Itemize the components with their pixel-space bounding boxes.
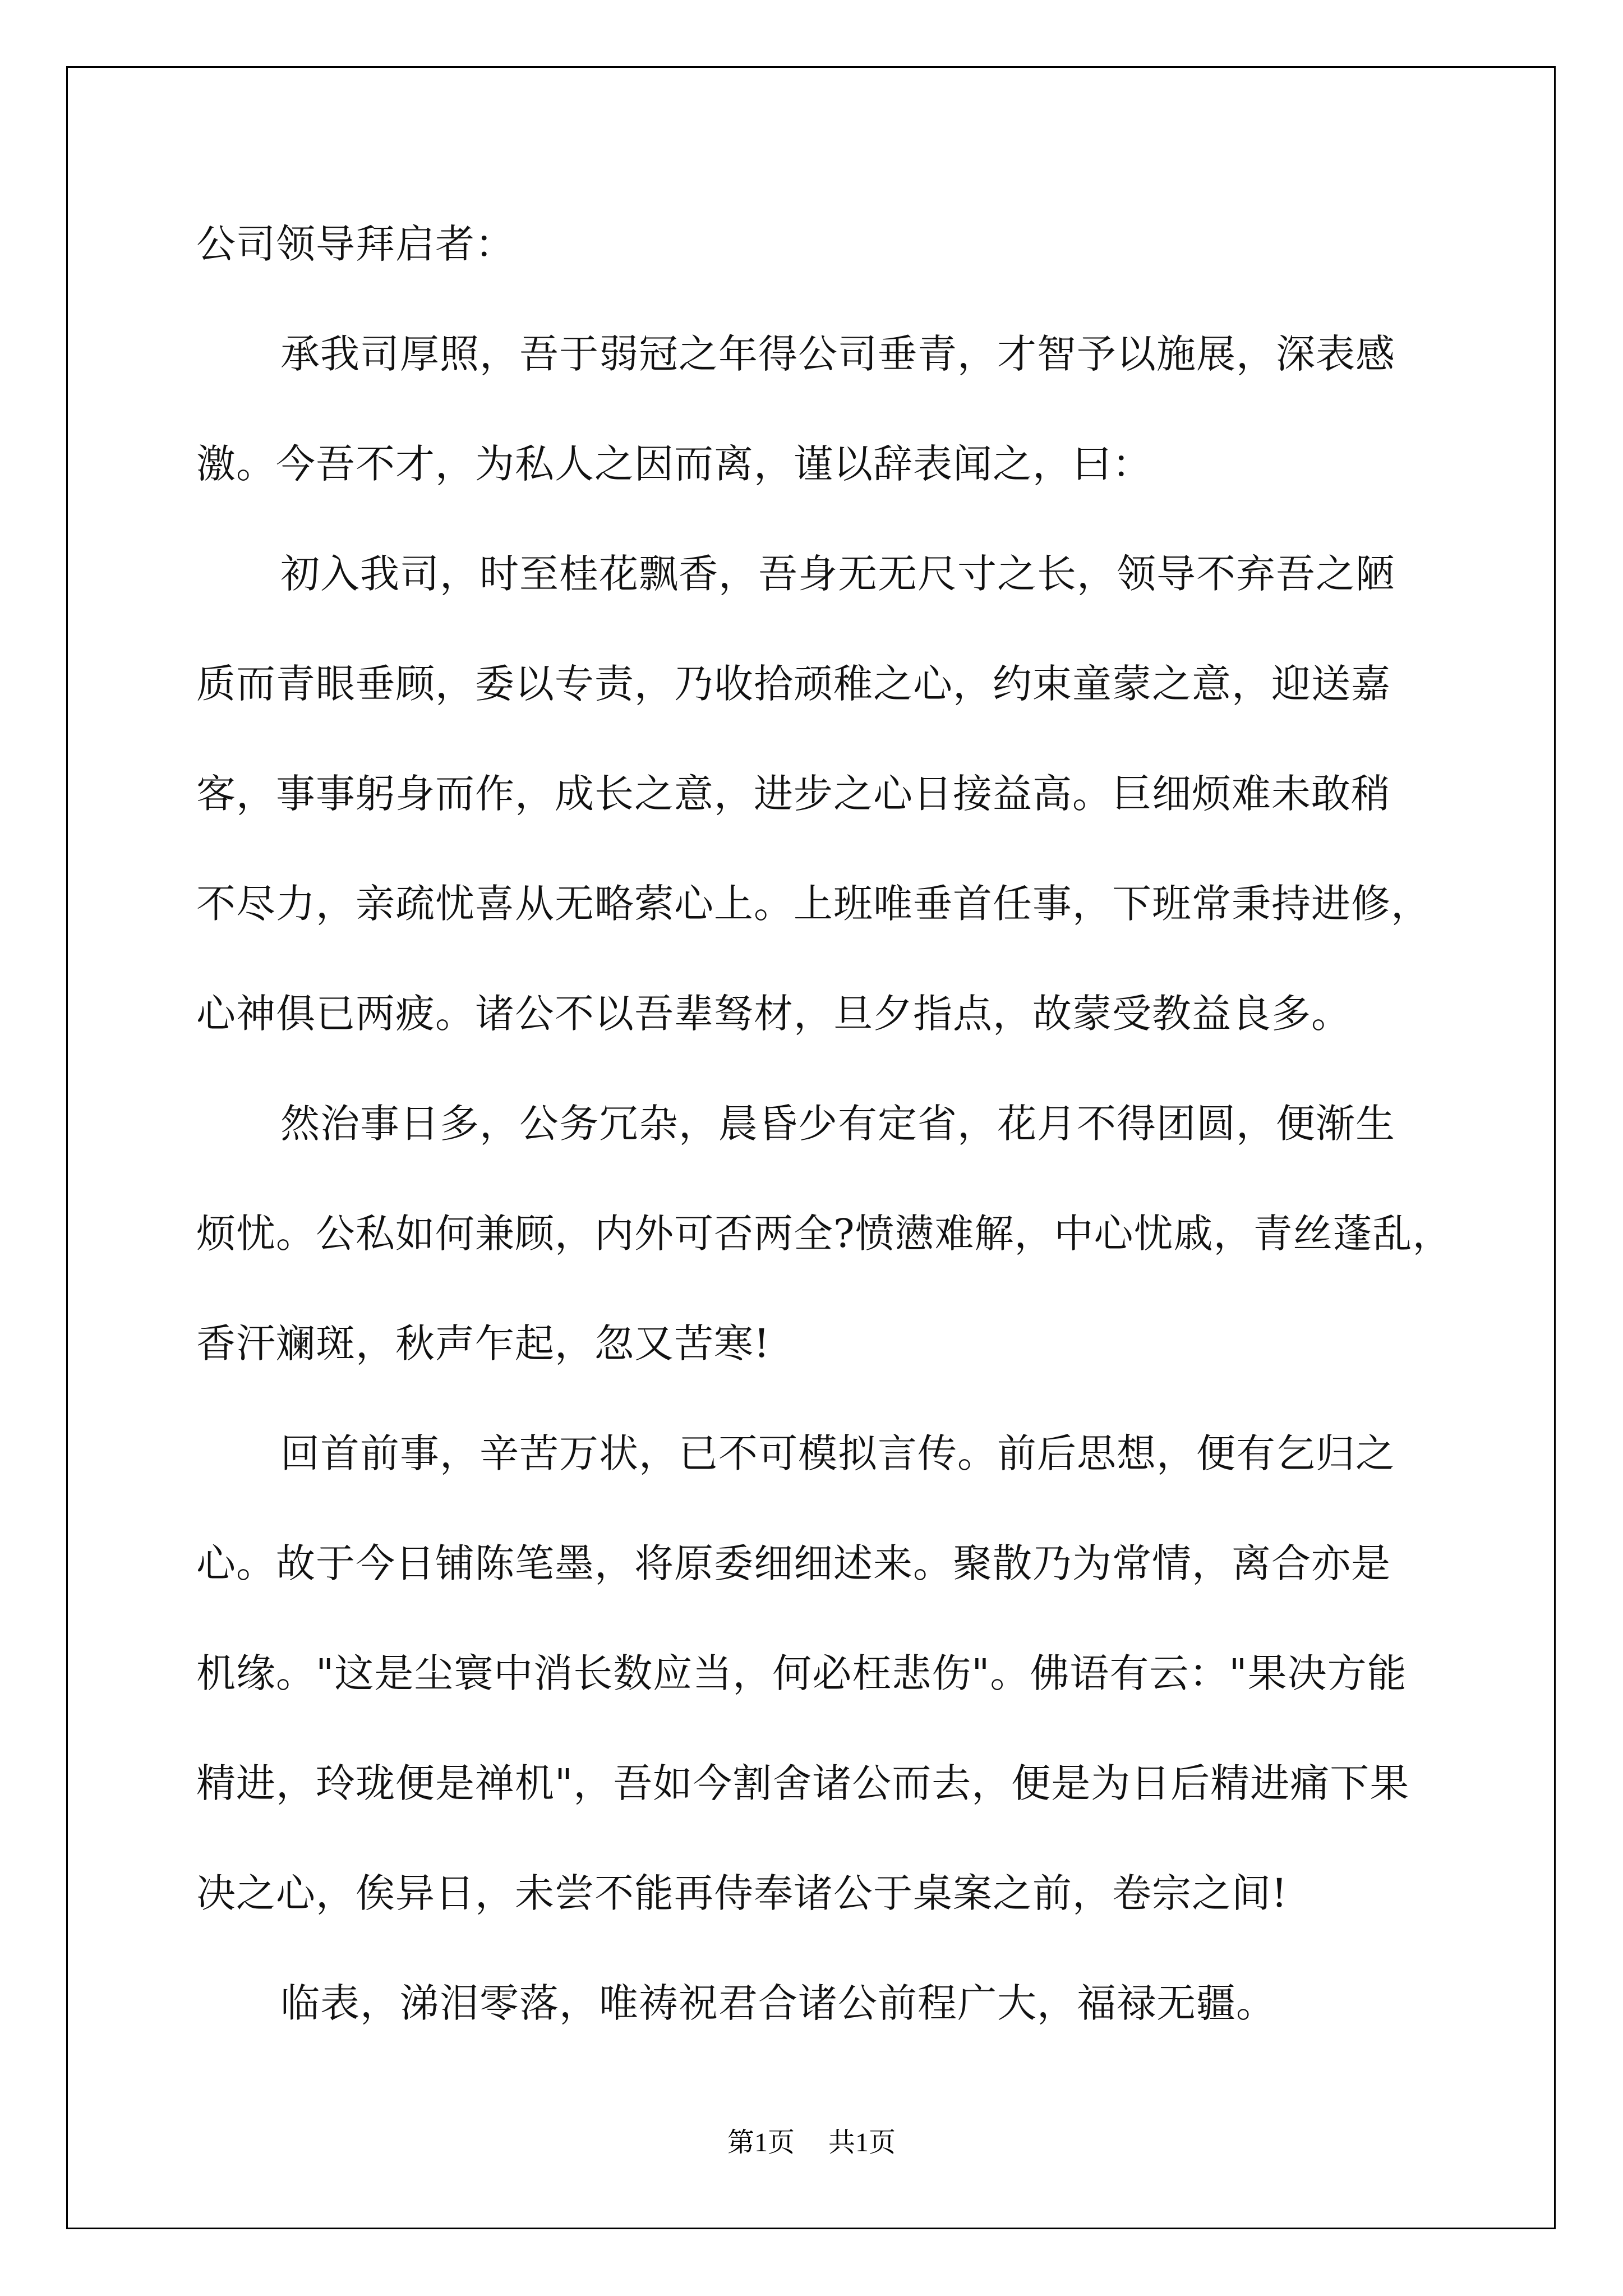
paragraph-line: 回首前事，辛苦万状，已不可模拟言传。前后思想，便有乞归之 xyxy=(280,1430,1395,1476)
page-footer xyxy=(0,2120,1623,2159)
paragraph-line: 然治事日多，公务冗杂，晨昏少有定省，花月不得团圆，便渐生 xyxy=(280,1101,1395,1147)
paragraph-line: 心。故于今日铺陈笔墨，将原委细细述来。聚散乃为常情，离合亦是 xyxy=(196,1540,1391,1586)
salutation-line: 公司领导拜启者： xyxy=(196,221,515,267)
paragraph-line: 心神俱已两疲。诸公不以吾辈驽材，旦夕指点，故蒙受教益良多。 xyxy=(196,991,1351,1037)
paragraph-line: 激。今吾不才，为私人之因而离，谨以辞表闻之，曰： xyxy=(196,441,1152,487)
paragraph-line: 香汗斓斑，秋声乍起，忽又苦寒! xyxy=(196,1320,771,1366)
closing-line: 临表，涕泪零落，唯祷祝君合诸公前程广大，福禄无疆。 xyxy=(280,1980,1276,2026)
paragraph-line: 不尽力，亲疏忧喜从无略萦心上。上班唯垂首任事，下班常秉持进修， xyxy=(196,881,1431,927)
paragraph-line: 精进，玲珑便是禅机"，吾如今割舍诸公而去，便是为日后精进痛下果 xyxy=(196,1760,1410,1806)
paragraph-line: 承我司厚照，吾于弱冠之年得公司垂青，才智予以施展，深表感 xyxy=(280,331,1395,377)
paragraph-line: 机缘。"这是尘寰中消长数应当，何必枉悲伤"。佛语有云："果决方能 xyxy=(196,1650,1407,1696)
paragraph-line: 初入我司，时至桂花飘香，吾身无无尺寸之长，领导不弃吾之陋 xyxy=(280,551,1395,597)
paragraph-line: 客，事事躬身而作，成长之意，进步之心日接益高。巨细烦难未敢稍 xyxy=(196,771,1391,817)
paragraph-line: 决之心，俟异日，未尝不能再侍奉诸公于桌案之前，卷宗之间! xyxy=(196,1870,1288,1916)
letter-body xyxy=(196,216,1453,2085)
paragraph-line: 烦忧。公私如何兼顾，内外可否两全?愤懑难解，中心忧戚，青丝蓬乱， xyxy=(196,1211,1453,1257)
paragraph-line: 质而青眼垂顾，委以专责，乃收拾顽稚之心，约束童蒙之意，迎送嘉 xyxy=(196,661,1391,707)
page-number-total: 共1页 xyxy=(828,2128,896,2157)
page-number-current: 第1页 xyxy=(727,2128,795,2157)
